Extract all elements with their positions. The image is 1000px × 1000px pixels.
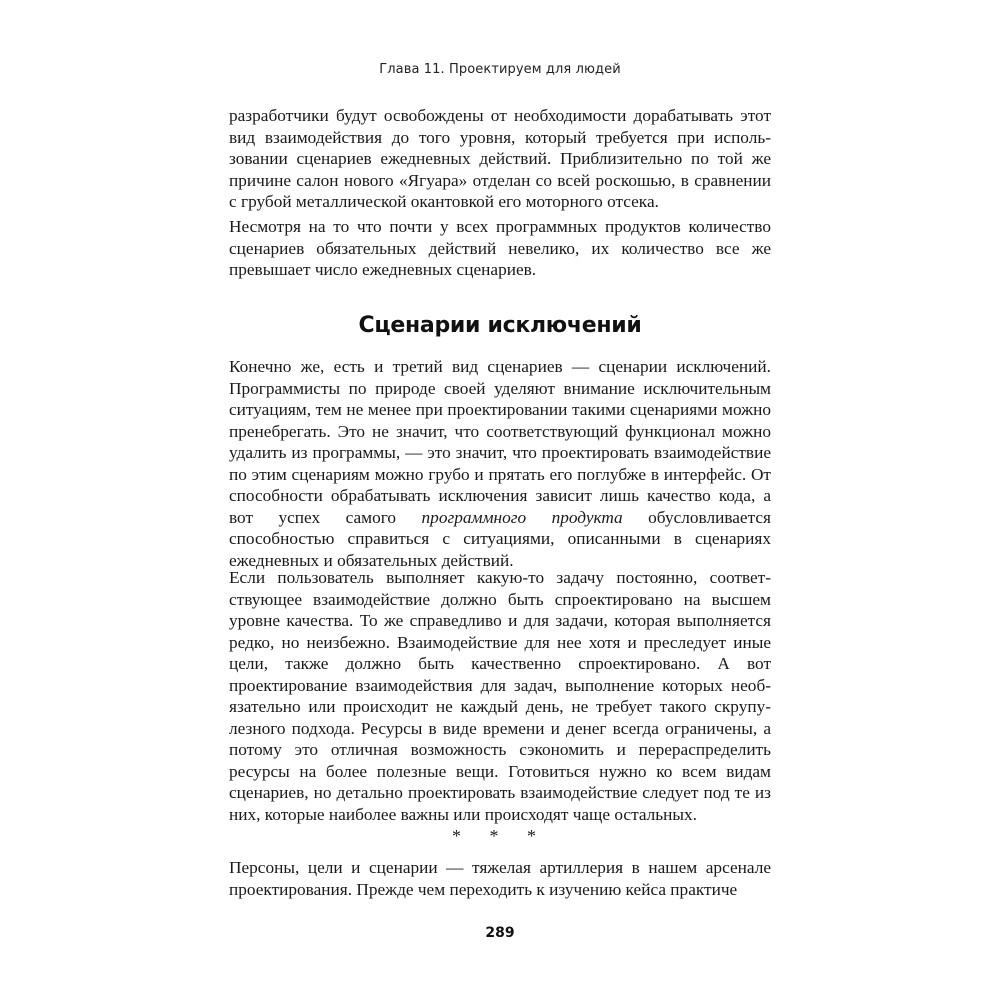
paragraph (229, 216, 771, 281)
paragraph-text: Персоны, цели и сценарии — тяжелая артиллерия в нашем арсенале проектирования. Прежде чем переходить к изучению кейса практиче (229, 858, 771, 899)
paragraph-text: Если пользователь выполняет какую-то задачу постоянно, соответствующее взаимодействие должно быть спроектировано на высшем уровне качества. То же справедливо и для задачи, которая выполняется редко, но неизбежно. Взаимодействие для нее хотя и преследует иные цели, также должно быть качественно спроектировано. А вот проектирование взаимодействия для задач, выполнение которых необязательно или происходит не каждый день, не требует такого скрупулезного подхода. Ресурсы в виде времени и денег всегда ограничены, а потому это отличная возможность сэкономить и перераспределить ресурсы на более полезные вещи. Готовиться нужно ко всем видам сценариев, но детально проектировать взаимодействие следует под те из них, которые наиболее важны или происходят чаще остальных. (229, 568, 771, 824)
paragraph-text: разработчики будут освобождены от необходимости дорабатывать этот вид взаимодействия до того уровня, который требуется при использовании сценариев ежедневных действий. Приблизительно по той же причине салон нового «Ягуара» отделан со всей роскошью, в сравнении с грубой металлической окантовкой его моторного отсека. (229, 106, 771, 211)
paragraph-text-part: обусловливается способностью справиться с ситуациями, описанными в сценариях ежедневных и обязательных действий. (229, 507, 771, 570)
paragraph-text-part: Конечно же, есть и третий вид сценариев — сценарии исключений. Программисты по природе своей уделяют внимание исключительным ситуациям, тем не менее при проектировании такими сценариями можно пренебрегать. Это не значит, что соответствующий функционал можно удалить из программы, — это значит, что проектировать взаимодействие по этим сценариям можно грубо и прятать его поглубже в интерфейс. От способности обрабатывать исключения зависит лишь качество кода, а вот успех самого (229, 357, 771, 527)
section-separator: * * * (452, 826, 548, 846)
italic-term: программного продукта (421, 507, 623, 527)
paragraph-text (229, 356, 771, 571)
paragraph (229, 857, 771, 900)
page-number: 289 (485, 925, 515, 941)
paragraph-text: Несмотря на то что почти у всех программных продуктов количество сценариев обязательных действий невелико, их количество все же превышает число ежедневных сценариев. (229, 217, 771, 279)
paragraph-continued (229, 105, 771, 213)
paragraph (229, 567, 771, 825)
running-head: Глава 11. Проектируем для людей (379, 62, 621, 77)
paragraph (229, 356, 771, 571)
section-heading: Сценарии исключений (358, 313, 642, 338)
